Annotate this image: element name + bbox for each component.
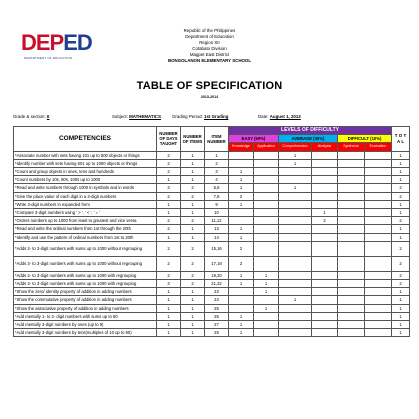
table-cell-days: 2 — [157, 271, 181, 279]
competency-cell: *Read and write numbers through 1000 in symbols and in words — [14, 184, 157, 192]
table-cell-ap — [254, 192, 279, 200]
table-cell-k: 1 — [229, 225, 254, 233]
table-cell-an — [312, 241, 338, 256]
date-label: Date: — [258, 114, 269, 119]
table-cell-items: 1 — [181, 321, 205, 329]
table-row — [14, 200, 410, 208]
table-cell-ev — [365, 200, 392, 208]
header-region: Region XII — [199, 40, 220, 45]
table-cell-items: 1 — [181, 329, 205, 337]
table-cell-k: 2 — [229, 256, 254, 271]
table-cell-ev — [365, 271, 392, 279]
table-cell-days: 1 — [157, 208, 181, 216]
date — [258, 114, 301, 119]
table-cell-num: 25 — [205, 304, 229, 312]
table-cell-days: 1 — [157, 200, 181, 208]
table-cell-ap — [254, 225, 279, 233]
table-cell-items: 1 — [181, 159, 205, 167]
table-cell-ap — [254, 151, 279, 159]
header-days: NUMBER OF DAYS TAUGHT — [157, 127, 181, 152]
table-cell-sy — [338, 312, 365, 320]
table-cell-ap — [254, 176, 279, 184]
table-cell-days: 2 — [157, 217, 181, 225]
table-cell-sy — [338, 167, 365, 175]
table-cell-total: 1 — [392, 312, 410, 320]
grade-section — [13, 114, 49, 119]
table-cell-total: 1 — [392, 159, 410, 167]
table-cell-sy — [338, 208, 365, 216]
competency-cell: *Add mentally 3-digit numbers by ones (up to 9) — [14, 321, 157, 329]
table-cell-k: 2 — [229, 192, 254, 200]
table-cell-an: 1 — [312, 208, 338, 216]
header-district: Magpet East District — [189, 52, 230, 57]
table-cell-days: 1 — [157, 312, 181, 320]
table-row — [14, 288, 410, 296]
header-difficult: DIFFICULT (10%) — [338, 135, 392, 143]
grade-value: II — [46, 114, 50, 119]
table-cell-an — [312, 329, 338, 337]
table-cell-k — [229, 208, 254, 216]
header-application: Application — [254, 143, 279, 151]
table-cell-ev — [365, 296, 392, 304]
table-cell-k: 1 — [229, 329, 254, 337]
table-cell-an — [312, 225, 338, 233]
table-cell-k — [229, 288, 254, 296]
table-cell-days: 1 — [157, 233, 181, 241]
table-cell-num: 26 — [205, 312, 229, 320]
table-cell-total: 1 — [392, 176, 410, 184]
table-cell-an — [312, 256, 338, 271]
period-label: Grading Period: — [172, 114, 203, 119]
table-cell-items: 1 — [181, 176, 205, 184]
table-cell-num: 2 — [205, 159, 229, 167]
table-cell-co — [279, 271, 312, 279]
table-cell-sy — [338, 225, 365, 233]
table-cell-ap — [254, 233, 279, 241]
header-levels: LEVELS OF DIFFICULTY — [229, 127, 392, 135]
table-cell-total: 2 — [392, 280, 410, 288]
table-cell-an — [312, 280, 338, 288]
competency-cell: *Add mentally 3-digit numbers by tens(multiples of 10 up to 90) — [14, 329, 157, 337]
page-title: TABLE OF SPECIFICATION — [136, 80, 283, 92]
competency-cell: *Show the zero/ identity property of addition in adding numbers — [14, 288, 157, 296]
table-cell-sy — [338, 217, 365, 225]
school-year: 2013-2014 — [200, 95, 219, 99]
table-cell-ev — [365, 241, 392, 256]
table-cell-days: 2 — [157, 192, 181, 200]
table-cell-items: 1 — [181, 312, 205, 320]
table-cell-ev — [365, 184, 392, 192]
table-cell-days: 1 — [157, 321, 181, 329]
table-cell-sy — [338, 321, 365, 329]
table-cell-an — [312, 296, 338, 304]
table-cell-ev — [365, 329, 392, 337]
table-cell-co: 1 — [279, 151, 312, 159]
table-cell-num: 23 — [205, 288, 229, 296]
table-row — [14, 233, 410, 241]
table-row — [14, 329, 410, 337]
table-cell-ev — [365, 151, 392, 159]
table-cell-k: 1 — [229, 184, 254, 192]
table-cell-k — [229, 151, 254, 159]
table-cell-items: 2 — [181, 241, 205, 256]
table-cell-ap — [254, 217, 279, 225]
table-row — [14, 217, 410, 225]
header-easy: EASY (60%) — [229, 135, 279, 143]
table-cell-co — [279, 200, 312, 208]
table-cell-ev — [365, 288, 392, 296]
table-cell-co — [279, 241, 312, 256]
table-cell-num: 27 — [205, 321, 229, 329]
table-cell-sy — [338, 241, 365, 256]
table-cell-ev — [365, 321, 392, 329]
table-cell-co — [279, 321, 312, 329]
table-cell-k — [229, 217, 254, 225]
header-comprehension: Comprehension — [279, 143, 312, 151]
table-cell-sy — [338, 176, 365, 184]
table-cell-co: 1 — [279, 184, 312, 192]
table-cell-num: 17,18 — [205, 256, 229, 271]
table-row — [14, 151, 410, 159]
competency-cell: *Count and group objects in ones, tens and hundreds — [14, 167, 157, 175]
header-knowledge: Knowledge — [229, 143, 254, 151]
table-cell-co: 1 — [279, 296, 312, 304]
table-cell-num: 11,12 — [205, 217, 229, 225]
table-cell-sy — [338, 192, 365, 200]
table-cell-k: 2 — [229, 241, 254, 256]
table-cell-ev — [365, 312, 392, 320]
table-cell-k: 1 — [229, 280, 254, 288]
competency-cell: *Adds 2- to 3-digit numbers with sums up to 1000 without regrouping — [14, 241, 157, 256]
table-cell-an — [312, 159, 338, 167]
table-cell-total: 2 — [392, 184, 410, 192]
table-cell-co — [279, 329, 312, 337]
table-cell-ap: 1 — [254, 304, 279, 312]
table-cell-items: 1 — [181, 225, 205, 233]
table-cell-num: 7,8 — [205, 192, 229, 200]
competency-cell: *Compare 3-digit numbers using ' > ', ' < ', ' = ' — [14, 208, 157, 216]
table-cell-co — [279, 208, 312, 216]
table-cell-k: 1 — [229, 233, 254, 241]
table-cell-items: 1 — [181, 167, 205, 175]
header-competencies: COMPETENCIES — [14, 127, 157, 152]
table-cell-ev — [365, 225, 392, 233]
table-cell-num: 4 — [205, 176, 229, 184]
table-cell-an — [312, 271, 338, 279]
table-cell-items: 1 — [181, 151, 205, 159]
competency-cell: *Show the commutative property of addition in adding numbers — [14, 296, 157, 304]
competency-cell: *Identify number with sets having 501 up to 1000 objects or things — [14, 159, 157, 167]
header-republic: Republic of the Philippines — [183, 28, 236, 33]
competency-cell: *Add mentally 1- to 2- digit numbers with sums up to 50 — [14, 312, 157, 320]
logo-dep: DEP — [21, 30, 64, 55]
table-cell-k: 1 — [229, 167, 254, 175]
table-cell-an — [312, 288, 338, 296]
competency-cell: *Adds 3- to 3-digit numbers with sums up to 1000 with regrouping — [14, 280, 157, 288]
table-cell-sy — [338, 329, 365, 337]
table-cell-k: 1 — [229, 200, 254, 208]
competency-cell: *Adds 2- to 3-digit numbers with sums up to 1000 with regrouping — [14, 271, 157, 279]
header-analysis: Analysis — [312, 143, 338, 151]
specification-table — [13, 126, 410, 337]
table-cell-co: 1 — [279, 159, 312, 167]
date-value: August 1, 2013 — [269, 114, 301, 119]
competency-cell: *Orders numbers up to 1000 from least to greatest and vice versa — [14, 217, 157, 225]
table-cell-days: 2 — [157, 159, 181, 167]
table-row — [14, 271, 410, 279]
table-cell-sy — [338, 151, 365, 159]
table-cell-days: 1 — [157, 329, 181, 337]
table-cell-total: 1 — [392, 200, 410, 208]
table-cell-total: 2 — [392, 217, 410, 225]
table-cell-ev — [365, 167, 392, 175]
table-cell-ap — [254, 312, 279, 320]
table-cell-sy — [338, 184, 365, 192]
table-cell-num: 28 — [205, 329, 229, 337]
table-cell-num: 15,16 — [205, 241, 229, 256]
competency-cell: *Read and write the ordinal numbers from 1st through the 20th — [14, 225, 157, 233]
table-cell-co — [279, 192, 312, 200]
period-value: 1st Grading — [204, 114, 229, 119]
table-row — [14, 321, 410, 329]
table-cell-num: 13 — [205, 225, 229, 233]
table-cell-items: 2 — [181, 217, 205, 225]
table-row — [14, 208, 410, 216]
subject-value: MATHEMATICS — [129, 114, 161, 119]
table-cell-days: 3 — [157, 280, 181, 288]
table-row — [14, 304, 410, 312]
table-cell-sy — [338, 271, 365, 279]
table-cell-items: 1 — [181, 296, 205, 304]
table-cell-num: 5,6 — [205, 184, 229, 192]
table-cell-co — [279, 304, 312, 312]
table-cell-items: 1 — [181, 304, 205, 312]
table-cell-sy — [338, 159, 365, 167]
table-cell-ap — [254, 159, 279, 167]
table-cell-ev — [365, 176, 392, 184]
header-items: NUMBER OF ITEMS — [181, 127, 205, 152]
table-cell-ap — [254, 321, 279, 329]
table-cell-ap: 1 — [254, 271, 279, 279]
logo-tagline: DEPARTMENT OF EDUCATION — [24, 56, 73, 60]
table-cell-ap: 1 — [254, 288, 279, 296]
table-cell-ap — [254, 184, 279, 192]
table-cell-items: 2 — [181, 280, 205, 288]
table-cell-ev — [365, 304, 392, 312]
table-cell-ev — [365, 233, 392, 241]
table-cell-sy — [338, 288, 365, 296]
table-cell-total: 2 — [392, 256, 410, 271]
table-cell-sy — [338, 296, 365, 304]
table-cell-total: 1 — [392, 208, 410, 216]
table-row — [14, 280, 410, 288]
table-cell-total: 2 — [392, 271, 410, 279]
table-cell-sy — [338, 280, 365, 288]
table-cell-days: 3 — [157, 184, 181, 192]
table-cell-total: 2 — [392, 241, 410, 256]
table-cell-total: 1 — [392, 321, 410, 329]
table-cell-sy — [338, 200, 365, 208]
table-cell-total: 1 — [392, 329, 410, 337]
table-cell-num: 9 — [205, 200, 229, 208]
table-cell-total: 1 — [392, 233, 410, 241]
table-cell-an — [312, 176, 338, 184]
table-cell-total: 1 — [392, 167, 410, 175]
table-cell-num: 10 — [205, 208, 229, 216]
table-row — [14, 159, 410, 167]
table-cell-items: 1 — [181, 208, 205, 216]
table-row — [14, 256, 410, 271]
table-row — [14, 312, 410, 320]
competency-cell: *Associate number with sets having 101 up to 500 objects or things — [14, 151, 157, 159]
table-cell-co — [279, 233, 312, 241]
table-cell-co — [279, 176, 312, 184]
table-cell-sy — [338, 233, 365, 241]
table-cell-an — [312, 200, 338, 208]
table-cell-items: 1 — [181, 233, 205, 241]
table-cell-items: 1 — [181, 288, 205, 296]
table-cell-co — [279, 288, 312, 296]
table-cell-days: 2 — [157, 225, 181, 233]
table-cell-ap — [254, 167, 279, 175]
table-cell-ev — [365, 256, 392, 271]
table-cell-ap: 1 — [254, 280, 279, 288]
table-cell-co — [279, 256, 312, 271]
table-cell-ap — [254, 241, 279, 256]
table-cell-k — [229, 159, 254, 167]
table-cell-co — [279, 225, 312, 233]
table-cell-num: 24 — [205, 296, 229, 304]
table-cell-items: 2 — [181, 184, 205, 192]
table-cell-total: 1 — [392, 225, 410, 233]
table-cell-days: 1 — [157, 176, 181, 184]
table-row — [14, 167, 410, 175]
table-cell-num: 19,20 — [205, 271, 229, 279]
table-cell-co — [279, 167, 312, 175]
table-row — [14, 296, 410, 304]
grading-period — [172, 114, 228, 119]
table-cell-items: 2 — [181, 256, 205, 271]
header-school: BONGOLANON ELEMENTARY SCHOOL — [167, 58, 252, 63]
table-row — [14, 225, 410, 233]
header-division: Cotabato Division — [192, 46, 227, 51]
table-cell-sy — [338, 256, 365, 271]
header-synthesis: Synthesis — [338, 143, 365, 151]
table-cell-ev — [365, 280, 392, 288]
table-cell-ap — [254, 256, 279, 271]
table-cell-co — [279, 217, 312, 225]
header-evaluation: Evaluation — [365, 143, 392, 151]
table-cell-ev — [365, 159, 392, 167]
table-cell-days: 2 — [157, 256, 181, 271]
table-cell-an — [312, 184, 338, 192]
table-cell-an — [312, 192, 338, 200]
table-cell-days: 1 — [157, 288, 181, 296]
header-item-number: ITEM NUMBER — [205, 127, 229, 152]
table-cell-an — [312, 321, 338, 329]
competency-cell: *Identify and use the pattern of ordinal numbers from 1st to 20th — [14, 233, 157, 241]
table-cell-total: 1 — [392, 288, 410, 296]
competency-cell: *Count numbers by 10s, 50s, 100s up to 1000 — [14, 176, 157, 184]
table-cell-k — [229, 296, 254, 304]
table-cell-an: 2 — [312, 217, 338, 225]
table-cell-num: 21,22 — [205, 280, 229, 288]
table-cell-days: 2 — [157, 167, 181, 175]
table-cell-ap — [254, 200, 279, 208]
table-row — [14, 176, 410, 184]
subject-label: Subject: — [112, 114, 128, 119]
table-cell-ev — [365, 208, 392, 216]
table-cell-days: 1 — [157, 304, 181, 312]
competency-cell: *Give the place value of each digit in a 3-digit numbers — [14, 192, 157, 200]
table-cell-an — [312, 167, 338, 175]
table-cell-days: 2 — [157, 151, 181, 159]
logo-ed: ED — [63, 30, 92, 55]
table-cell-co — [279, 312, 312, 320]
table-cell-total: 1 — [392, 304, 410, 312]
table-cell-an — [312, 304, 338, 312]
table-cell-num: 1 — [205, 151, 229, 159]
table-cell-ap — [254, 296, 279, 304]
table-cell-num: 14 — [205, 233, 229, 241]
grade-label: Grade & section: — [13, 114, 46, 119]
header-total: T O T A L — [392, 127, 410, 152]
table-cell-items: 2 — [181, 271, 205, 279]
table-cell-k — [229, 304, 254, 312]
table-cell-ev — [365, 192, 392, 200]
table-cell-ap — [254, 329, 279, 337]
table-row — [14, 184, 410, 192]
table-cell-ev — [365, 217, 392, 225]
table-row — [14, 192, 410, 200]
table-cell-k: 1 — [229, 321, 254, 329]
table-cell-days: 1 — [157, 296, 181, 304]
table-cell-total: 1 — [392, 296, 410, 304]
table-row — [14, 241, 410, 256]
table-cell-days: 2 — [157, 241, 181, 256]
table-cell-co — [279, 280, 312, 288]
table-cell-an — [312, 151, 338, 159]
table-cell-sy — [338, 304, 365, 312]
table-cell-ap — [254, 208, 279, 216]
subject — [112, 114, 161, 119]
table-cell-k: 1 — [229, 271, 254, 279]
header-average: AVERAGE (30%) — [279, 135, 338, 143]
table-cell-k: 1 — [229, 312, 254, 320]
table-cell-total: 1 — [392, 151, 410, 159]
table-cell-total: 2 — [392, 192, 410, 200]
competency-cell: *Write 3-digit numbers in expanded form — [14, 200, 157, 208]
table-cell-an — [312, 312, 338, 320]
table-cell-k: 1 — [229, 176, 254, 184]
competency-cell: *Adds 3- to 3-digit numbers with sums up to 1000 without regrouping — [14, 256, 157, 271]
header-department: Department of Education — [185, 34, 234, 39]
table-cell-items: 2 — [181, 192, 205, 200]
table-cell-an — [312, 233, 338, 241]
table-cell-items: 1 — [181, 200, 205, 208]
competency-cell: *Show the associative property of addition in adding numbers — [14, 304, 157, 312]
table-cell-num: 3 — [205, 167, 229, 175]
